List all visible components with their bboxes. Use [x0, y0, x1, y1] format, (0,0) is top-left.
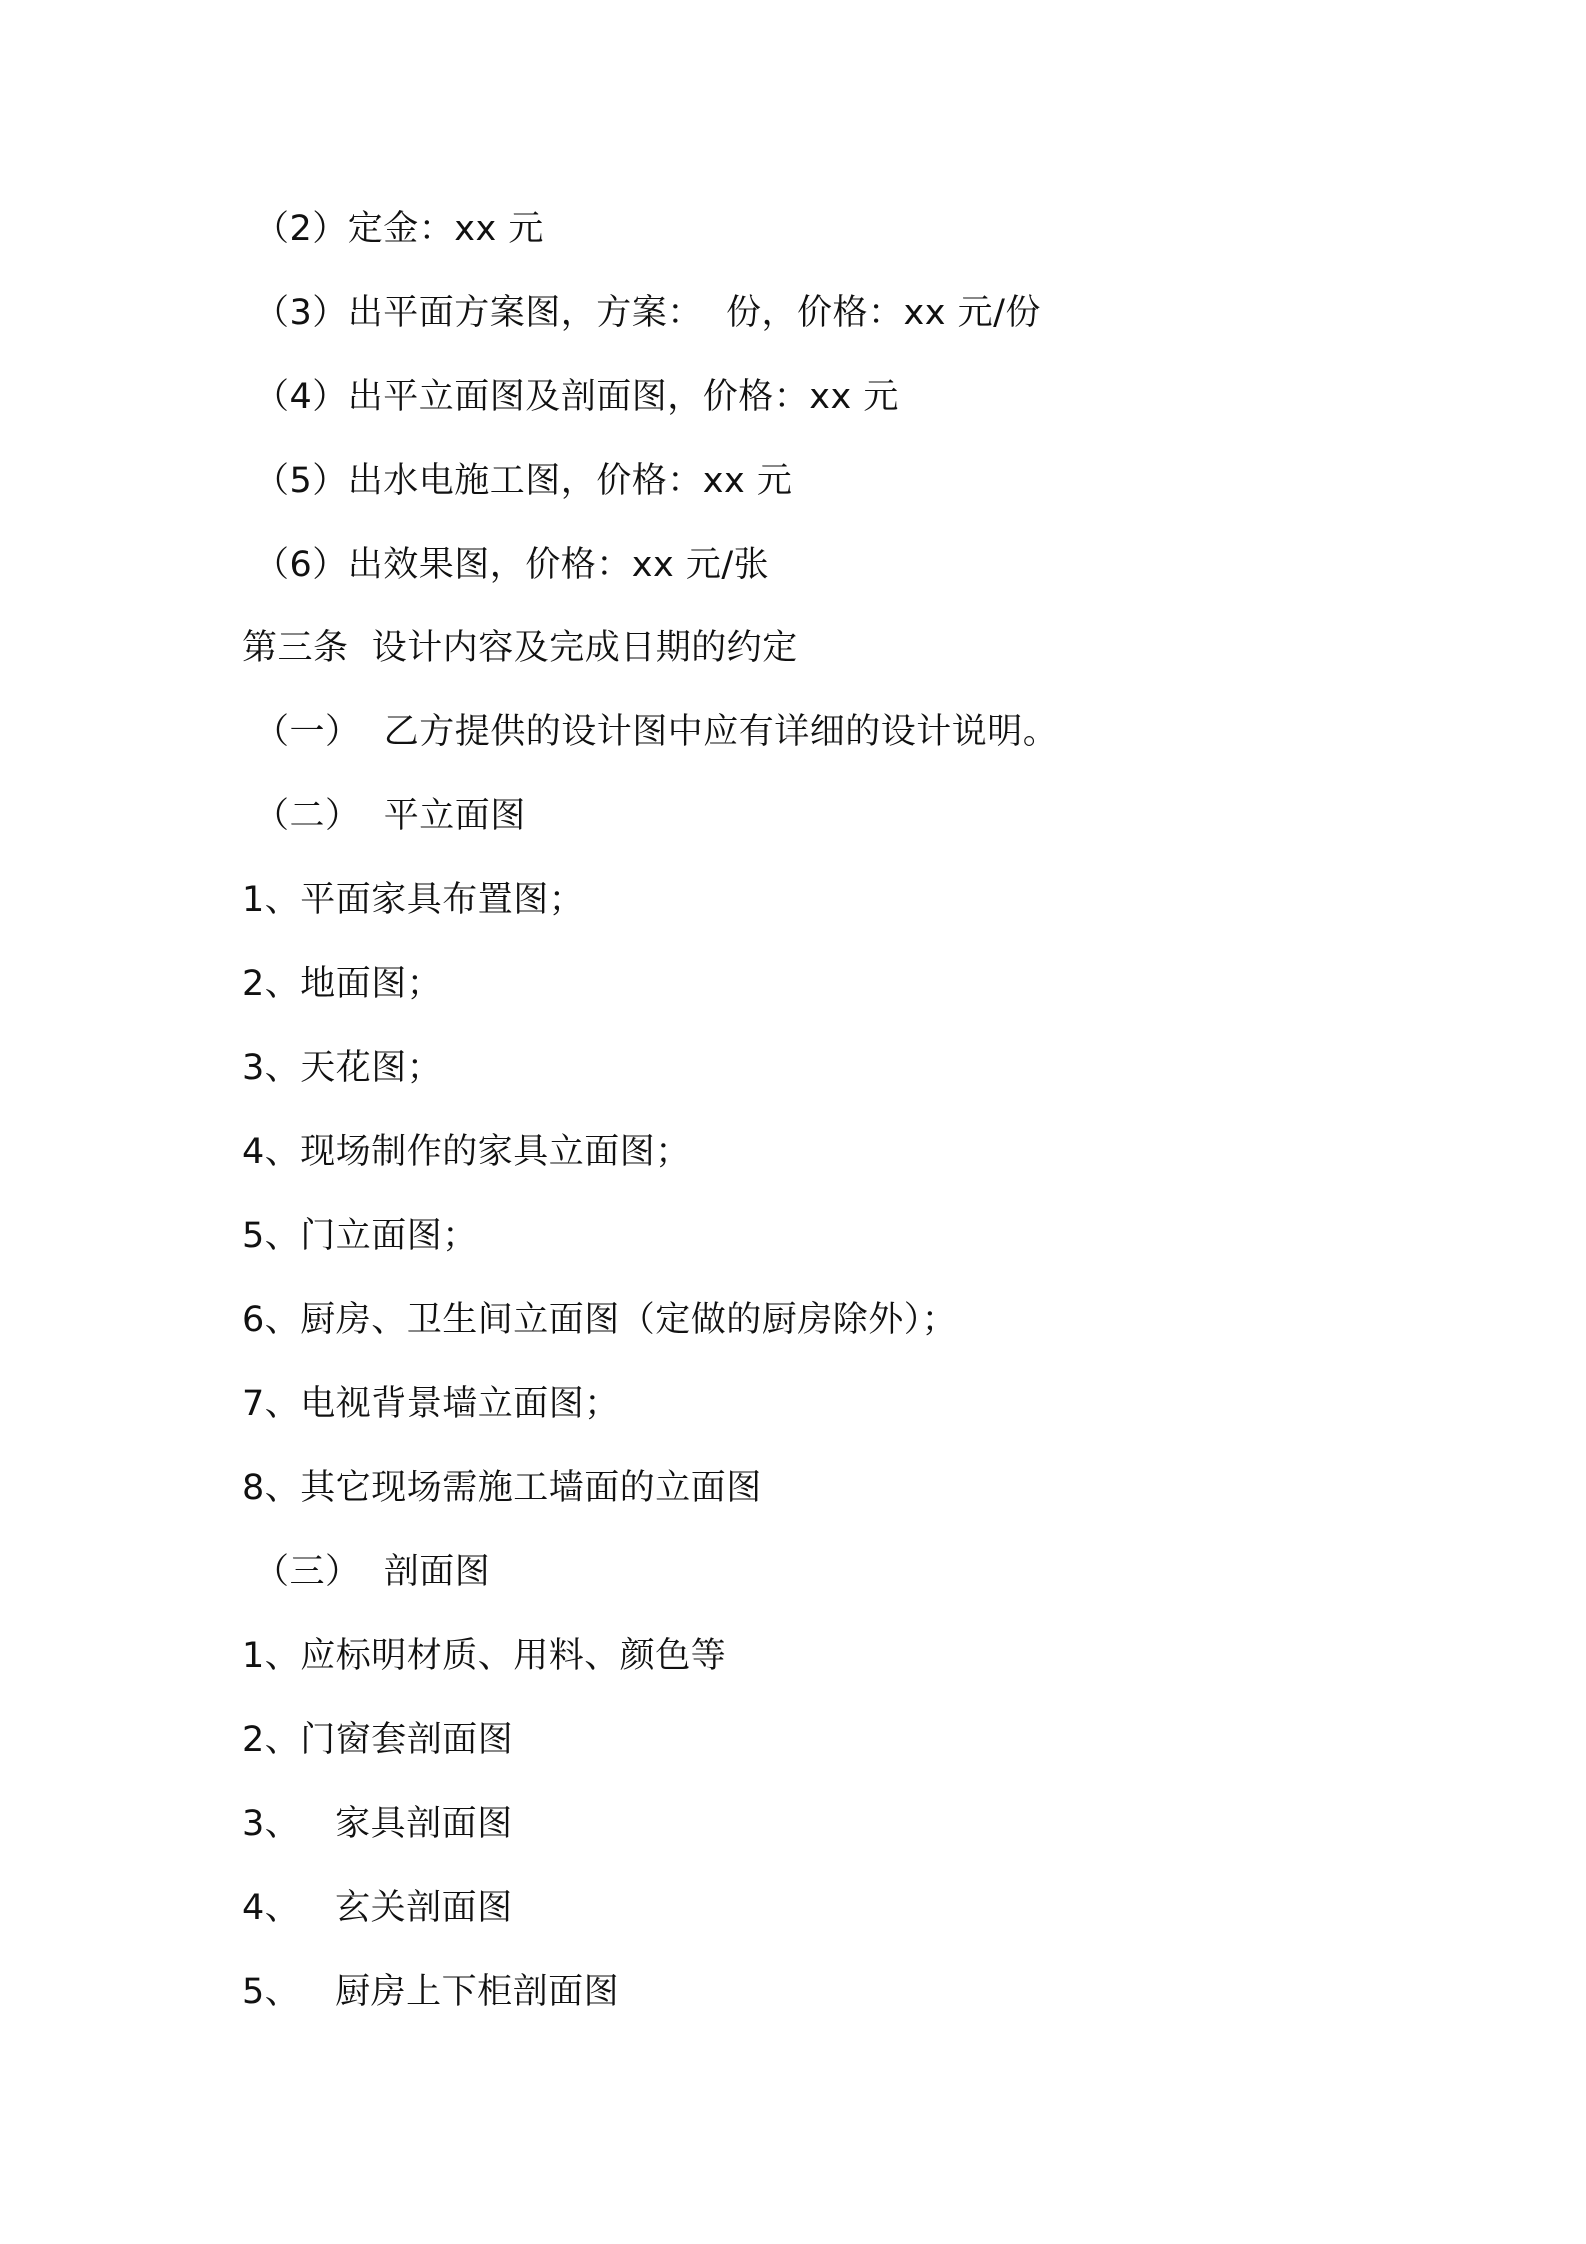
text-line: （4）出平立面图及剖面图，价格：xx 元 — [254, 377, 899, 417]
list-item: 3、天花图； — [242, 1048, 443, 1088]
list-item: 3、 家具剖面图 — [242, 1804, 513, 1844]
list-item: 6、厨房、卫生间立面图（定做的厨房除外）； — [242, 1300, 958, 1340]
section-heading: 第三条 设计内容及完成日期的约定 — [242, 628, 798, 668]
list-item: 7、电视背景墙立面图； — [242, 1384, 620, 1424]
subsection-heading: （二） 平立面图 — [254, 796, 526, 836]
list-item: 4、现场制作的家具立面图； — [242, 1132, 691, 1172]
list-item: 2、地面图； — [242, 964, 443, 1004]
list-item: 4、 玄关剖面图 — [242, 1888, 513, 1928]
text-line: （2）定金：xx 元 — [254, 209, 544, 249]
text-line: （6）出效果图，价格：xx 元/张 — [254, 545, 770, 585]
list-item: 8、其它现场需施工墙面的立面图 — [242, 1468, 762, 1508]
subsection-heading: （三） 剖面图 — [254, 1552, 491, 1592]
list-item: 2、门窗套剖面图 — [242, 1720, 514, 1760]
text-line: （一） 乙方提供的设计图中应有详细的设计说明。 — [254, 712, 1059, 752]
list-item: 5、 厨房上下柜剖面图 — [242, 1972, 620, 2012]
text-line: （5）出水电施工图，价格：xx 元 — [254, 461, 793, 501]
list-item: 5、门立面图； — [242, 1216, 478, 1256]
text-line: （3）出平面方案图，方案： 份，价格：xx 元/份 — [254, 293, 1041, 333]
list-item: 1、平面家具布置图； — [242, 880, 585, 920]
list-item: 1、应标明材质、用料、颜色等 — [242, 1636, 727, 1676]
